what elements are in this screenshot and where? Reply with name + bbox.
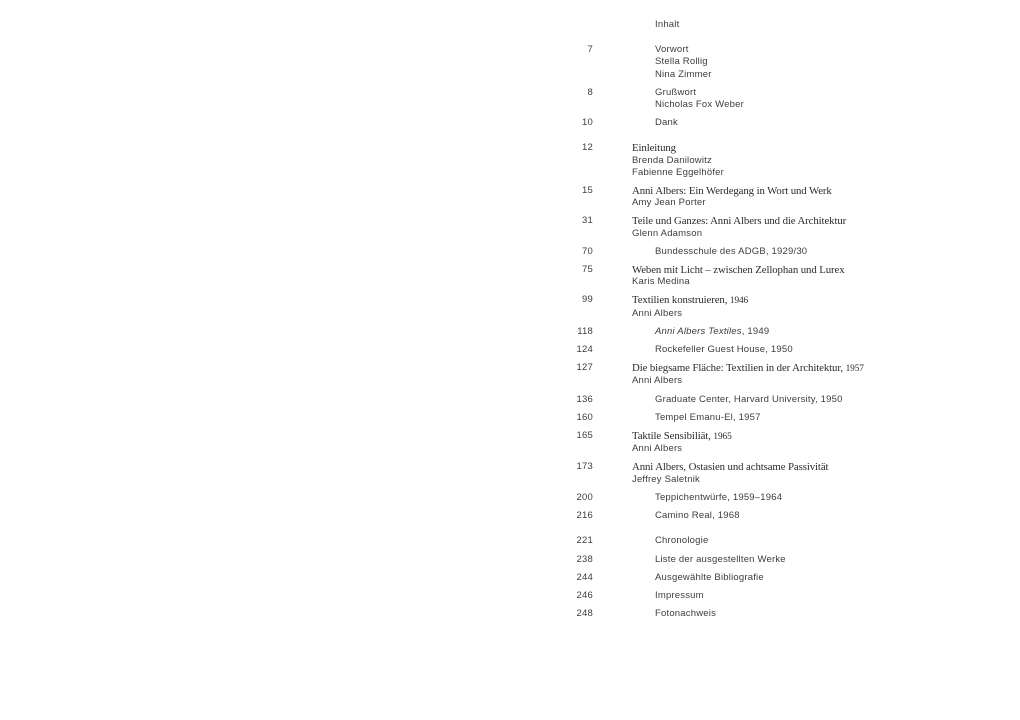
entry-authors xyxy=(632,308,1020,320)
entry-authors xyxy=(632,155,1020,179)
entry-title xyxy=(655,87,1020,99)
page-number: 160 xyxy=(576,411,593,423)
toc-entry xyxy=(0,590,1020,602)
toc-entry xyxy=(0,572,1020,584)
entry-title xyxy=(632,185,1020,197)
toc-entry xyxy=(0,362,1020,387)
page-number: 12 xyxy=(582,142,593,154)
entry-title-text: Die biegsame Fläche: Textilien in der Architektur, xyxy=(632,362,846,375)
entry-title xyxy=(632,215,1020,227)
page-number: 75 xyxy=(582,264,593,276)
entry-title xyxy=(632,294,1020,307)
page-number: 31 xyxy=(582,215,593,227)
page-number: 136 xyxy=(576,393,593,405)
entry-author: Jeffrey Saletnik xyxy=(632,473,700,485)
page-number: 244 xyxy=(576,571,593,583)
entry-title-text: , 1949 xyxy=(741,325,770,337)
entry-authors xyxy=(632,276,1020,288)
entry-author: Brenda Danilowitz xyxy=(632,154,712,166)
entry-author: Glenn Adamson xyxy=(632,227,703,239)
entry-title xyxy=(655,608,1020,620)
page-number: 173 xyxy=(576,461,593,473)
toc-entry xyxy=(0,535,1020,547)
entry-authors xyxy=(632,375,1020,387)
entry-title-text: Ausgewählte Bibliografie xyxy=(655,571,764,583)
page-number: 124 xyxy=(576,344,593,356)
toc-entry xyxy=(0,87,1020,111)
entry-author: Anni Albers xyxy=(632,375,683,387)
entry-title xyxy=(655,554,1020,566)
entry-author: Amy Jean Porter xyxy=(632,197,706,209)
entry-author: Karis Medina xyxy=(632,276,690,288)
entry-title-text: Rockefeller Guest House, 1950 xyxy=(655,344,793,356)
entry-title-text: Textilien konstruieren, xyxy=(632,294,730,307)
entry-title xyxy=(655,117,1020,129)
entry-title-text: 1946 xyxy=(729,296,749,307)
toc-entry xyxy=(0,215,1020,239)
page-number: 15 xyxy=(582,185,593,197)
entry-title-text: Impressum xyxy=(655,589,704,601)
toc-entry xyxy=(0,117,1020,129)
entry-title xyxy=(655,535,1020,547)
entry-author: Stella Rollig xyxy=(655,56,708,68)
toc-entry xyxy=(0,246,1020,258)
entry-author: Nicholas Fox Weber xyxy=(655,99,744,111)
page-number: 246 xyxy=(576,589,593,601)
entry-title xyxy=(632,264,1020,276)
page-number: 99 xyxy=(582,294,593,306)
page-number: 8 xyxy=(587,86,593,98)
toc-entry xyxy=(0,326,1020,338)
toc-heading xyxy=(0,19,1020,31)
entry-title xyxy=(655,412,1020,424)
entry-title-text: Chronologie xyxy=(655,535,709,547)
entry-title-italic: Anni Albers Textiles xyxy=(655,325,742,337)
entry-title-text: Anni Albers, Ostasien und achtsame Passivität xyxy=(632,461,829,474)
entry-title xyxy=(655,344,1020,356)
entry-title-text: Taktile Sensibiliät, xyxy=(632,430,714,443)
entry-title-text: Grußwort xyxy=(655,86,697,98)
entry-authors xyxy=(632,228,1020,240)
page-number: 7 xyxy=(587,44,593,56)
entry-authors xyxy=(655,56,1020,80)
entry-title-text: Liste der ausgestellten Werke xyxy=(655,553,786,565)
entry-authors xyxy=(632,197,1020,209)
page-number: 70 xyxy=(582,245,593,257)
entry-title xyxy=(655,492,1020,504)
toc-entry xyxy=(0,492,1020,504)
page-number: 10 xyxy=(582,117,593,129)
entry-title-text: Bundesschule des ADGB, 1929/30 xyxy=(655,245,808,257)
entry-title xyxy=(655,394,1020,406)
toc-entry xyxy=(0,185,1020,209)
page-number: 200 xyxy=(576,491,593,503)
entry-title xyxy=(655,510,1020,522)
entry-title xyxy=(632,142,1020,154)
entry-title xyxy=(655,590,1020,602)
entry-title-text: Vorwort xyxy=(655,44,689,56)
entry-title-text: Teppichentwürfe, 1959–1964 xyxy=(655,491,783,503)
entry-title-text: Graduate Center, Harvard University, 1950 xyxy=(655,393,843,405)
entry-title xyxy=(655,44,1020,56)
page-number: 221 xyxy=(576,535,593,547)
toc-entry xyxy=(0,461,1020,485)
entry-author: Anni Albers xyxy=(632,443,683,455)
page-number: 118 xyxy=(577,325,593,337)
table-of-contents xyxy=(0,19,1020,620)
toc-entry xyxy=(0,264,1020,288)
toc-entry xyxy=(0,294,1020,319)
toc-entry xyxy=(0,344,1020,356)
entry-title xyxy=(655,572,1020,584)
page-number: 238 xyxy=(576,553,593,565)
entry-title-text: Dank xyxy=(655,117,678,129)
entry-title-text: 1965 xyxy=(713,432,732,443)
toc-entry xyxy=(0,430,1020,455)
entry-title xyxy=(632,461,1020,473)
toc-entry xyxy=(0,142,1020,179)
entry-title-text: Anni Albers: Ein Werdegang in Wort und Werk xyxy=(632,185,832,198)
entry-title xyxy=(632,362,1020,375)
entry-title-text: 1957 xyxy=(845,364,864,375)
page-number: 216 xyxy=(576,510,593,522)
toc-entry xyxy=(0,412,1020,424)
entry-title-text: Einleitung xyxy=(632,142,676,155)
toc-entry xyxy=(0,44,1020,81)
entry-author: Fabienne Eggelhöfer xyxy=(632,166,725,178)
entry-author: Anni Albers xyxy=(632,307,683,319)
entry-title-text: Weben mit Licht – zwischen Zellophan und Lurex xyxy=(632,264,845,277)
page-number: 165 xyxy=(576,430,593,442)
entry-title xyxy=(655,246,1020,258)
toc-entry xyxy=(0,554,1020,566)
page-title: Inhalt xyxy=(655,19,680,30)
toc-entry xyxy=(0,608,1020,620)
entry-title-text: Teile und Ganzes: Anni Albers und die Architektur xyxy=(632,215,847,228)
entry-title-text: Camino Real, 1968 xyxy=(655,510,740,522)
page-number: 248 xyxy=(576,608,593,620)
toc-entry xyxy=(0,394,1020,406)
entry-title xyxy=(655,326,1020,338)
entry-authors xyxy=(655,99,1020,111)
entry-author: Nina Zimmer xyxy=(655,68,712,80)
entry-authors xyxy=(632,474,1020,486)
page-number: 127 xyxy=(576,362,593,374)
toc-entry-list xyxy=(0,44,1020,620)
entry-title xyxy=(632,430,1020,443)
toc-entry xyxy=(0,510,1020,522)
entry-authors xyxy=(632,443,1020,455)
entry-title-text: Fotonachweis xyxy=(655,608,717,620)
entry-title-text: Tempel Emanu-El, 1957 xyxy=(655,411,761,423)
